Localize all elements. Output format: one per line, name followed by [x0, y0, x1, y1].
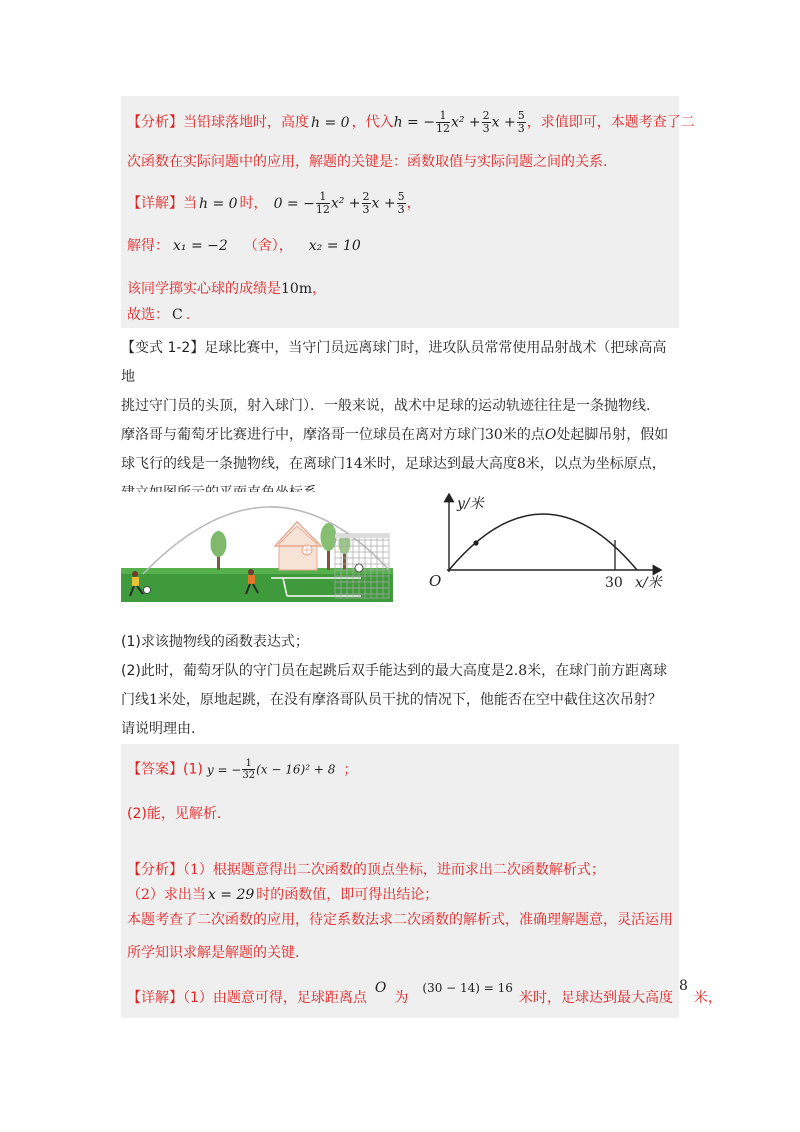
question-1: (1)求该抛物线的函数表达式；: [121, 634, 309, 650]
analysis-text-b: ，代入: [351, 114, 394, 131]
analysis-2-line-2: [127, 885, 438, 905]
number-1: 1: [149, 692, 158, 708]
text: 门线: [121, 692, 149, 708]
analysis-tag: 【分析】: [127, 862, 183, 878]
choice-label: 故选：: [127, 307, 169, 323]
result-text: 该同学掷实心球的成绩是: [127, 281, 281, 297]
choice-value: C: [172, 307, 183, 323]
fraction-2-3: [362, 191, 371, 216]
analysis-1-line-1: [127, 110, 695, 135]
text: 米，以点为坐标原点，: [525, 456, 666, 472]
question-2-line-3: 请说明理由.: [121, 721, 196, 737]
number-14: 14: [345, 456, 363, 472]
result-value: 10m: [281, 281, 313, 297]
problem-text: [121, 334, 679, 508]
text: （: [127, 887, 141, 903]
problem-line-4: [121, 450, 679, 479]
number-8: 8: [678, 978, 688, 994]
ball-point: [473, 540, 478, 545]
formula-term: x² +: [330, 195, 361, 212]
problem-line-1: 【变式 1-2】足球比赛中，当守门员远离球门时，进攻队员常常使用品射战术（把球高高地: [121, 340, 667, 385]
number-1: 1: [190, 862, 199, 878]
choice-end: .: [185, 307, 191, 323]
fraction-2-3: [482, 110, 491, 135]
fraction-1-32: [242, 758, 255, 781]
frac-den: 32: [242, 770, 256, 781]
frac-num: 2: [362, 190, 370, 203]
text: （: [183, 862, 190, 878]
parabola-graph: [411, 486, 673, 598]
answer-line-1: [127, 758, 357, 781]
point-o: O: [374, 980, 387, 996]
answer-rhs: (x − 16)² + 8: [256, 762, 336, 777]
solution-block-2: [121, 744, 722, 1018]
football-scene-illustration: [121, 492, 393, 602]
frac-num: 5: [397, 190, 405, 203]
detail-end: ，: [406, 195, 421, 212]
frac-num: 2: [482, 109, 490, 122]
equation-lhs: 0 = −: [273, 195, 315, 212]
result-end: ，: [312, 281, 327, 297]
answer-end: ；: [343, 761, 358, 778]
fraction-5-3: [397, 191, 406, 216]
problem-line-3: [121, 421, 679, 450]
frac-den: 3: [517, 122, 525, 135]
formula-term: x² +: [450, 114, 481, 131]
root-x2: x₂ = 10: [308, 238, 361, 254]
question-2-line-2: [121, 686, 679, 715]
fraction-1-12: [436, 110, 450, 135]
text: （1）由题意可得，足球距离点: [183, 990, 367, 1006]
frac-den: 3: [482, 122, 490, 135]
text: (2)此时，葡萄牙队的守门员在起跳后双手能达到的最大高度是: [121, 663, 505, 679]
frac-den: 3: [362, 203, 370, 216]
frac-den: 3: [397, 203, 405, 216]
text: 米时，足球达到最大高度: [362, 456, 517, 472]
detail-text-b: 时，: [239, 195, 268, 212]
problem-line-2: 挑过守门员的头顶，射入球门）．一般来说，战术中足球的运动轨迹往往是一条抛物线.: [121, 398, 651, 414]
solution-block-1: [121, 96, 695, 328]
analysis-2-line-4: 所学知识求解是解题的关键.: [127, 945, 300, 961]
x-axis-label: x/米: [635, 575, 662, 591]
expr-30-minus-14: (30 − 14) = 16: [422, 981, 513, 995]
analysis-1-line-2: 次函数在实际问题中的应用，解题的关键是：函数取值与实际问题之间的关系.: [127, 154, 608, 170]
number-30: 30: [485, 427, 503, 443]
answer-lhs: y = −: [206, 762, 242, 777]
analysis-tag: 【分析】: [127, 114, 183, 131]
text: 米处，原地起跳，在没有摩洛哥队员干扰的情况下，他能否在空中截住这次吊射？: [157, 692, 662, 708]
cond-h-zero: h = 0: [199, 195, 238, 212]
tick-30-label: 30: [605, 575, 623, 591]
detail-tag: 【详解】: [127, 195, 183, 212]
analysis-text-c: ，求值即可，本题考查了二: [526, 114, 695, 131]
text: 米时，足球达到最大高度: [518, 990, 673, 1006]
frac-den: 12: [435, 122, 450, 135]
frac-num: 1: [316, 191, 330, 204]
root-x1-note: （舍），: [243, 238, 293, 254]
analysis-2-line-3: 本题考查了二次函数的应用，待定系数法求二次函数的解析式，准确理解题意，灵活运用: [127, 912, 673, 928]
frac-num: 5: [517, 109, 525, 122]
fraction-5-3: [517, 110, 526, 135]
text: 米的点: [502, 427, 545, 443]
frac-num: 1: [242, 758, 255, 770]
text: 时的函数值，即可得出结论；: [256, 887, 439, 903]
analysis-2-line-1: [127, 860, 605, 880]
question-2-line-1: [121, 657, 679, 686]
text: 处起脚吊射，假如: [556, 427, 669, 443]
frac-num: 1: [436, 110, 450, 123]
questions: [121, 628, 679, 744]
formula-term: x +: [491, 114, 516, 131]
answer-part-1: (1): [183, 761, 203, 778]
formula-lhs: h = −: [393, 114, 435, 131]
origin-label: O: [429, 572, 442, 590]
solve-label: 解得：: [127, 238, 169, 254]
text: ）求出当: [149, 887, 206, 903]
text: 米，在球门前方距离球: [527, 663, 668, 679]
text: 摩洛哥与葡萄牙比赛进行中，摩洛哥一位球员在离对方球门: [121, 427, 485, 443]
detail-tag: 【详解】: [127, 990, 183, 1006]
cond-h-zero: h = 0: [311, 114, 350, 131]
frac-den: 12: [315, 203, 330, 216]
eq-x-29: x = 29: [207, 887, 255, 903]
analysis-text-a: 当铅球落地时，高度: [183, 114, 309, 131]
number-8: 8: [516, 456, 526, 472]
detail-1-result-line: [127, 279, 326, 299]
number-2: 2: [141, 887, 150, 903]
y-axis-label: y/米: [457, 496, 484, 512]
formula-term: x +: [371, 195, 396, 212]
detail-1-solve-line: [127, 236, 361, 256]
text: 米，: [693, 990, 722, 1006]
text: 球飞行的线是一条抛物线，在离球门: [121, 456, 345, 472]
text: 为: [394, 990, 409, 1006]
root-x1: x₁ = −2: [173, 238, 228, 254]
number-2-8: 2.8: [504, 663, 528, 679]
answer-tag: 【答案】: [127, 761, 183, 778]
detail-2-line-1: [127, 978, 722, 1008]
text: ）根据题意得出二次函数的顶点坐标，进而求出二次函数解析式；: [198, 862, 605, 878]
detail-1-choice-line: [127, 305, 190, 325]
detail-text-a: 当: [183, 195, 197, 212]
fraction-1-12: [316, 191, 330, 216]
point-o: O: [544, 427, 557, 443]
answer-line-2: (2)能，见解析.: [127, 806, 222, 822]
detail-1-line-1: [127, 191, 421, 216]
